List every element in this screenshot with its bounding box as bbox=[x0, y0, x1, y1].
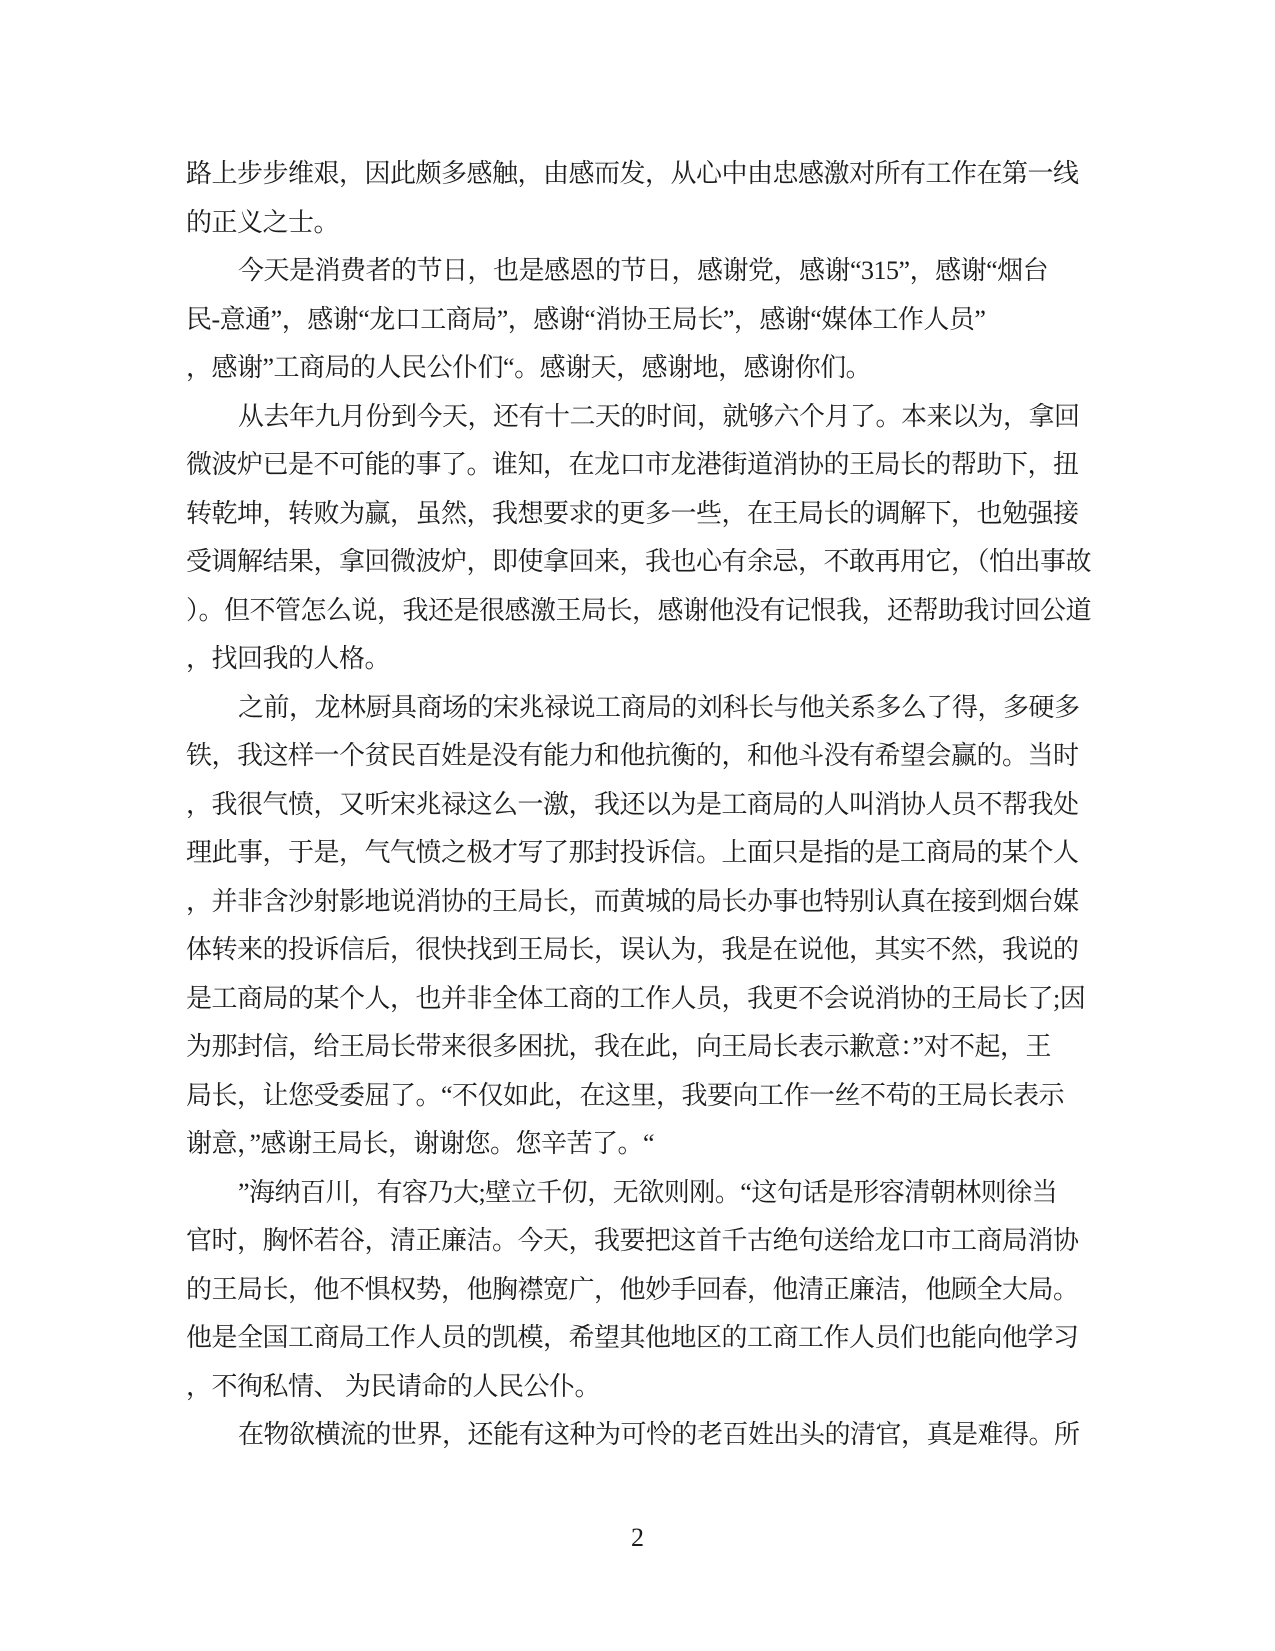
text-line: 从去年九月份到今天，还有十二天的时间，就够六个月了。本来以为，拿回 bbox=[238, 401, 1080, 431]
text-line: 理此事，于是，气气愤之极才写了那封投诉信。上面只是指的是工商局的某个人 bbox=[186, 838, 1079, 867]
text-line: ，我很气愤，又听宋兆禄这么一激，我还以为是工商局的人叫消协人员不帮我处 bbox=[186, 789, 1079, 819]
text-line: 他是全国工商局工作人员的凯模，希望其他地区的工商工作人员们也能向他学习 bbox=[186, 1323, 1079, 1352]
text-line: 微波炉已是不可能的事了。谁知，在龙口市龙港街道消协的王局长的帮助下，扭 bbox=[186, 450, 1079, 479]
text-line: 之前，龙林厨具商场的宋兆禄说工商局的刘科长与他关系多么了得，多硬多 bbox=[238, 692, 1080, 722]
text-line: 转乾坤，转败为赢，虽然，我想要求的更多一些，在王局长的调解下，也勉强接 bbox=[186, 498, 1079, 528]
text-line: 路上步步维艰，因此颇多感触，由感而发，从心中由忠感激对所有工作在第一线 bbox=[186, 159, 1079, 188]
text-line: 是工商局的某个人，也并非全体工商的工作人员，我更不会说消协的王局长了;因 bbox=[186, 983, 1086, 1013]
text-line: 今天是消费者的节日，也是感恩的节日，感谢党，感谢“315”，感谢“烟台 bbox=[238, 256, 1049, 285]
text-line: 的王局长，他不惧权势，他胸襟宽广，他妙手回春，他清正廉洁，他顾全大局。 bbox=[186, 1274, 1079, 1304]
text-line: ，感谢”工商局的人民公仆们“。感谢天，感谢地，感谢你们。 bbox=[186, 353, 872, 382]
document-body bbox=[186, 150, 1106, 1460]
text-line: 铁，我这样一个贫民百姓是没有能力和他抗衡的，和他斗没有希望会赢的。当时 bbox=[186, 741, 1079, 770]
page-number: 2 bbox=[631, 1523, 644, 1552]
text-line: 官时，胸怀若谷，清正廉洁。今天，我要把这首千古绝句送给龙口市工商局消协 bbox=[186, 1226, 1079, 1255]
text-line: ）。但不管怎么说，我还是很感激王局长，感谢他没有记恨我，还帮助我讨回公道 bbox=[186, 595, 1092, 625]
text-line: 在物欲横流的世界，还能有这种为可怜的老百姓出头的清官，真是难得。所 bbox=[238, 1420, 1080, 1449]
text-line: 谢意，”感谢王局长，谢谢您。您辛苦了。“ bbox=[186, 1129, 655, 1158]
text-line: 为那封信，给王局长带来很多困扰，我在此，向王局长表示歉意：”对不起，王 bbox=[186, 1032, 1052, 1061]
text-line: 民-意通”，感谢“龙口工商局”，感谢“消协王局长”，感谢“媒体工作人员” bbox=[186, 304, 986, 334]
text-line: ，并非含沙射影地说消协的王局长，而黄城的局长办事也特别认真在接到烟台媒 bbox=[186, 886, 1079, 916]
text-line: ，不徇私情、 为民请命的人民公仆。 bbox=[186, 1371, 601, 1401]
text-line: ，找回我的人格。 bbox=[186, 644, 391, 673]
text-line: 的正义之士。 bbox=[186, 207, 340, 237]
text-line: 局长，让您受委屈了。“不仅如此，在这里，我要向工作一丝不苟的王局长表示 bbox=[186, 1080, 1065, 1110]
text-line: 体转来的投诉信后，很快找到王局长，误认为，我是在说他，其实不然，我说的 bbox=[186, 935, 1079, 964]
text-line: 受调解结果，拿回微波炉，即使拿回来，我也心有余忌，不敢再用它，（怕出事故 bbox=[186, 547, 1092, 576]
text-line: ”海纳百川，有容乃大;壁立千仞，无欲则刚。“这句话是形容清朝林则徐当 bbox=[238, 1177, 1058, 1207]
